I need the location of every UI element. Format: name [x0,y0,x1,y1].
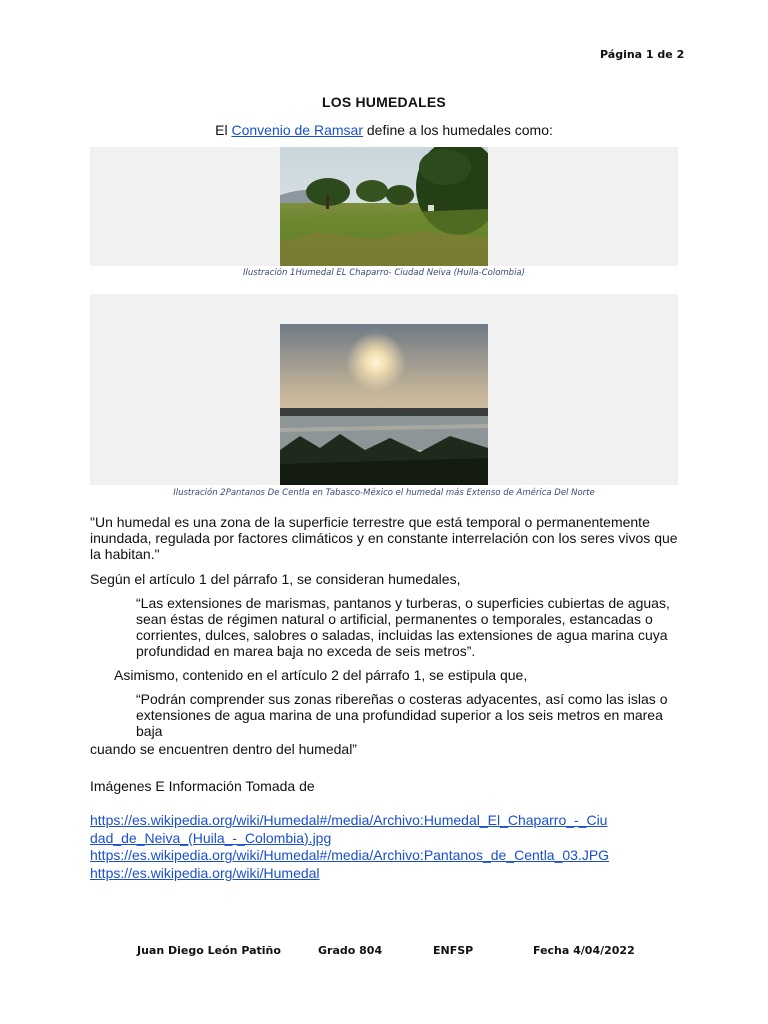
wetland-grass-trees-photo [280,147,488,266]
page-number: Página 1 de 2 [600,48,685,61]
footer-grade: Grado 804 [318,944,383,957]
footer-school: ENFSP [433,944,474,957]
definition-paragraph: "Un humedal es una zona de la superficie terrestre que está temporal o permanentemente inundada, regulada por factores climáticos y en constante interrelación con los seres vivos que la habitan." [90,514,678,562]
ramsar-convention-link[interactable]: Convenio de Ramsar [231,122,363,138]
figure-1-caption: Ilustración 1Humedal EL Chaparro- Ciudad Neiva (Huila-Colombia) [243,268,525,278]
source-link-humedal[interactable]: https://es.wikipedia.org/wiki/Humedal [90,864,320,881]
sunset-lagoon-photo [280,324,488,485]
sources-list [90,812,610,882]
figure-2-band [90,294,678,485]
figure-1-band [90,147,678,266]
figure-2-caption: Ilustración 2Pantanos De Centla en Tabasco-México el humedal más Extenso de América Del Norte [173,488,595,498]
intro-text-before: El [215,122,232,138]
intro-text-after: define a los humedales como: [362,122,553,138]
sources-heading: Imágenes E Información Tomada de [90,778,315,794]
page-footer [0,944,768,962]
intro-line [0,122,768,138]
article-1-quote: “Las extensiones de marismas, pantanos y turberas, o superficies cubiertas de aguas, sean éstas de régimen natural o artificial, permanentes o temporales, estancadas o corrientes, dulces, salobres o saladas, incluidas las extensiones de agua marina cuya profundidad en marea baja no exceda de seis metros”. [136,595,670,659]
source-link-humedal-chaparro[interactable]: https://es.wikipedia.org/wiki/Humedal#/media/Archivo:Humedal_El_Chaparro_-_Ciudad_de_Neiva_(Huila_-_Colombia).jpg [90,812,608,846]
article-2-tail: cuando se encuentren dentro del humedal” [90,741,357,757]
footer-author: Juan Diego León Patiño [137,944,281,957]
article-2-quote: “Podrán comprender sus zonas ribereñas o costeras adyacentes, así como las islas o extensiones de agua marina de una profundidad superior a los seis metros en marea baja [136,691,668,739]
document-title: LOS HUMEDALES [322,94,446,110]
article-2-intro: Asimismo, contenido en el artículo 2 del párrafo 1, se estipula que, [114,667,528,683]
footer-date: Fecha 4/04/2022 [533,944,635,957]
article-1-intro: Según el artículo 1 del párrafo 1, se consideran humedales, [90,571,461,587]
source-link-pantanos-centla[interactable]: https://es.wikipedia.org/wiki/Humedal#/media/Archivo:Pantanos_de_Centla_03.JPG [90,847,610,863]
